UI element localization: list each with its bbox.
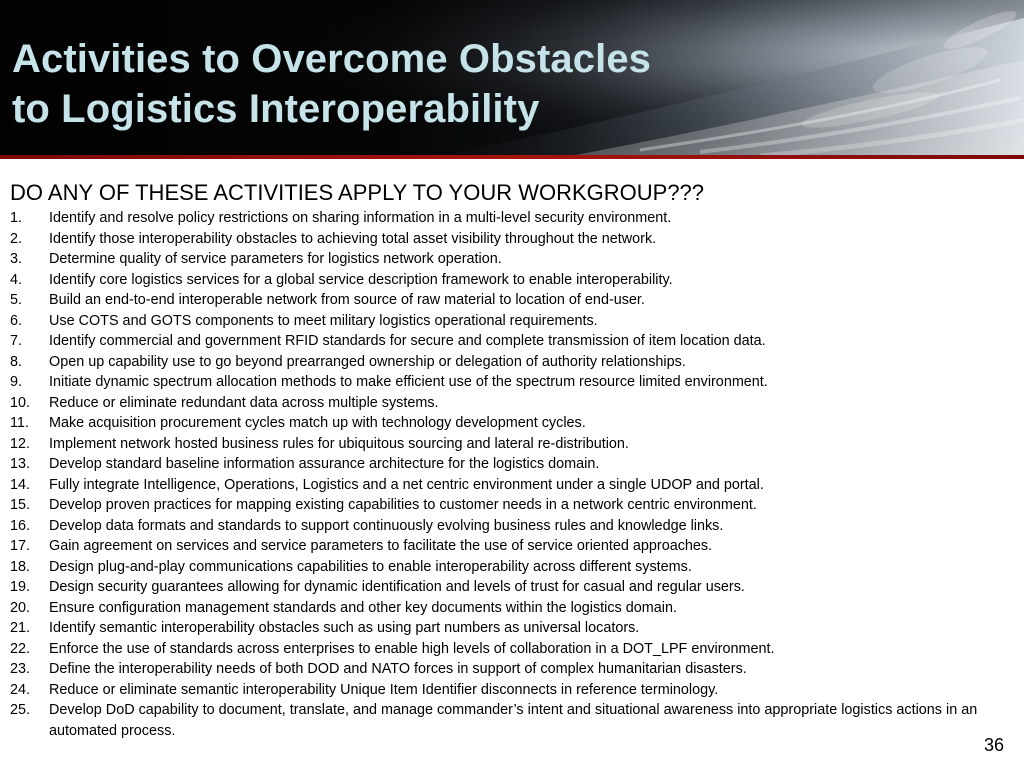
list-item-text: Use COTS and GOTS components to meet military logistics operational requirements. xyxy=(49,312,598,329)
list-item-number: 13. xyxy=(10,456,31,472)
list-item xyxy=(10,577,1000,598)
page-number: 36 xyxy=(983,735,1004,755)
list-item-text: Design security guarantees allowing for dynamic identification and levels of trust for casual and regular users. xyxy=(49,579,745,595)
list-item-text: Gain agreement on services and service parameters to facilitate the use of service oriented approaches. xyxy=(49,538,713,554)
list-item-text: Develop data formats and standards to support continuously evolving business rules and knowledge links. xyxy=(49,517,724,534)
list-item-number: 19. xyxy=(10,579,31,595)
activity-list xyxy=(10,208,1000,741)
list-item xyxy=(10,229,1000,250)
list-item-number: 5. xyxy=(10,292,23,308)
list-item xyxy=(10,536,1000,557)
list-item-number: 11. xyxy=(10,415,29,431)
list-item-text: Identify and resolve policy restrictions on sharing information in a multi-level security environment. xyxy=(49,210,672,226)
list-item xyxy=(10,208,1000,229)
list-item-number: 25. xyxy=(10,702,31,718)
list-item-text: Identify semantic interoperability obstacles such as using part numbers as universal locators. xyxy=(49,620,640,636)
slide-title xyxy=(12,34,651,134)
list-item-text: Design plug-and-play communications capabilities to enable interoperability across different systems. xyxy=(49,558,692,575)
list-item-number: 10. xyxy=(10,394,31,411)
list-item-text: Fully integrate Intelligence, Operations, Logistics and a net centric environment under a single UDOP and portal. xyxy=(49,476,764,493)
list-item-number: 21. xyxy=(10,620,31,636)
list-item-text: Build an end-to-end interoperable network from source of raw material to location of end-user. xyxy=(49,292,645,308)
list-item-text: Enforce the use of standards across enterprises to enable high levels of collaboration in a DOT_LPF environment. xyxy=(49,640,775,657)
list-item xyxy=(10,413,1000,434)
list-item-number: 9. xyxy=(10,374,23,390)
list-item xyxy=(10,290,1000,311)
list-item xyxy=(10,700,1000,741)
list-item-number: 18. xyxy=(10,558,31,575)
list-item xyxy=(10,454,1000,475)
list-item-text: Identify core logistics services for a global service description framework to enable interoperability. xyxy=(49,271,673,288)
list-item-number: 12. xyxy=(10,435,31,452)
title-line-1: Activities to Overcome Obstacles xyxy=(12,37,652,81)
list-item xyxy=(10,516,1000,537)
list-item xyxy=(10,434,1000,455)
earth-space-banner xyxy=(0,0,1024,158)
list-item xyxy=(10,393,1000,414)
list-item xyxy=(10,680,1000,701)
list-item-text: Make acquisition procurement cycles match up with technology development cycles. xyxy=(49,415,586,431)
list-item xyxy=(10,639,1000,660)
list-item-number: 1. xyxy=(10,210,23,226)
list-item-number: 14. xyxy=(10,476,31,493)
list-item-text: Ensure configuration management standards and other key documents within the logistics domain. xyxy=(49,599,677,616)
list-item-number: 2. xyxy=(10,230,23,247)
list-item-number: 20. xyxy=(10,599,31,616)
list-item-text: Develop DoD capability to document, translate, and manage commander’s intent and situational awareness into appropriate logistics actions in an automated process. xyxy=(49,702,978,739)
list-item-number: 24. xyxy=(10,681,31,698)
list-item xyxy=(10,331,1000,352)
list-item-number: 22. xyxy=(10,640,31,657)
list-item-text: Implement network hosted business rules for ubiquitous sourcing and lateral re-distribution. xyxy=(49,435,629,452)
list-item xyxy=(10,659,1000,680)
list-item-text: Reduce or eliminate redundant data across multiple systems. xyxy=(49,394,439,411)
list-item-number: 15. xyxy=(10,497,31,513)
list-item xyxy=(10,270,1000,291)
list-item-number: 8. xyxy=(10,353,23,370)
list-item-text: Identify commercial and government RFID standards for secure and complete transmission of item location data. xyxy=(49,333,766,349)
list-item-number: 3. xyxy=(10,251,23,267)
list-item-text: Determine quality of service parameters for logistics network operation. xyxy=(49,251,502,267)
list-item xyxy=(10,618,1000,639)
list-item-number: 16. xyxy=(10,517,31,534)
list-item-text: Initiate dynamic spectrum allocation methods to make efficient use of the spectrum resource limited environment. xyxy=(49,374,768,390)
list-item xyxy=(10,495,1000,516)
list-item-text: Define the interoperability needs of both DOD and NATO forces in support of complex humanitarian disasters. xyxy=(49,661,747,677)
list-item-text: Develop standard baseline information assurance architecture for the logistics domain. xyxy=(49,456,600,472)
list-item-text: Open up capability use to go beyond prearranged ownership or delegation of authority relationships. xyxy=(49,353,686,370)
title-line-2: to Logistics Interoperability xyxy=(12,87,540,131)
workgroup-question: DO ANY OF THESE ACTIVITIES APPLY TO YOUR WORKGROUP??? xyxy=(10,180,705,205)
list-item-text: Reduce or eliminate semantic interoperability Unique Item Identifier disconnects in reference terminology. xyxy=(49,681,719,698)
list-item-text: Develop proven practices for mapping existing capabilities to customer needs in a network centric environment. xyxy=(49,497,757,513)
list-item xyxy=(10,372,1000,393)
list-item-number: 7. xyxy=(10,333,23,349)
list-item xyxy=(10,311,1000,332)
list-item xyxy=(10,249,1000,270)
list-item xyxy=(10,598,1000,619)
list-item-text: Identify those interoperability obstacles to achieving total asset visibility throughout the network. xyxy=(49,230,657,247)
list-item-number: 6. xyxy=(10,312,23,329)
list-item xyxy=(10,557,1000,578)
list-item-number: 17. xyxy=(10,538,31,554)
list-item xyxy=(10,475,1000,496)
list-item-number: 23. xyxy=(10,661,31,677)
list-item xyxy=(10,352,1000,373)
list-item-number: 4. xyxy=(10,271,23,288)
accent-divider xyxy=(0,155,1024,159)
